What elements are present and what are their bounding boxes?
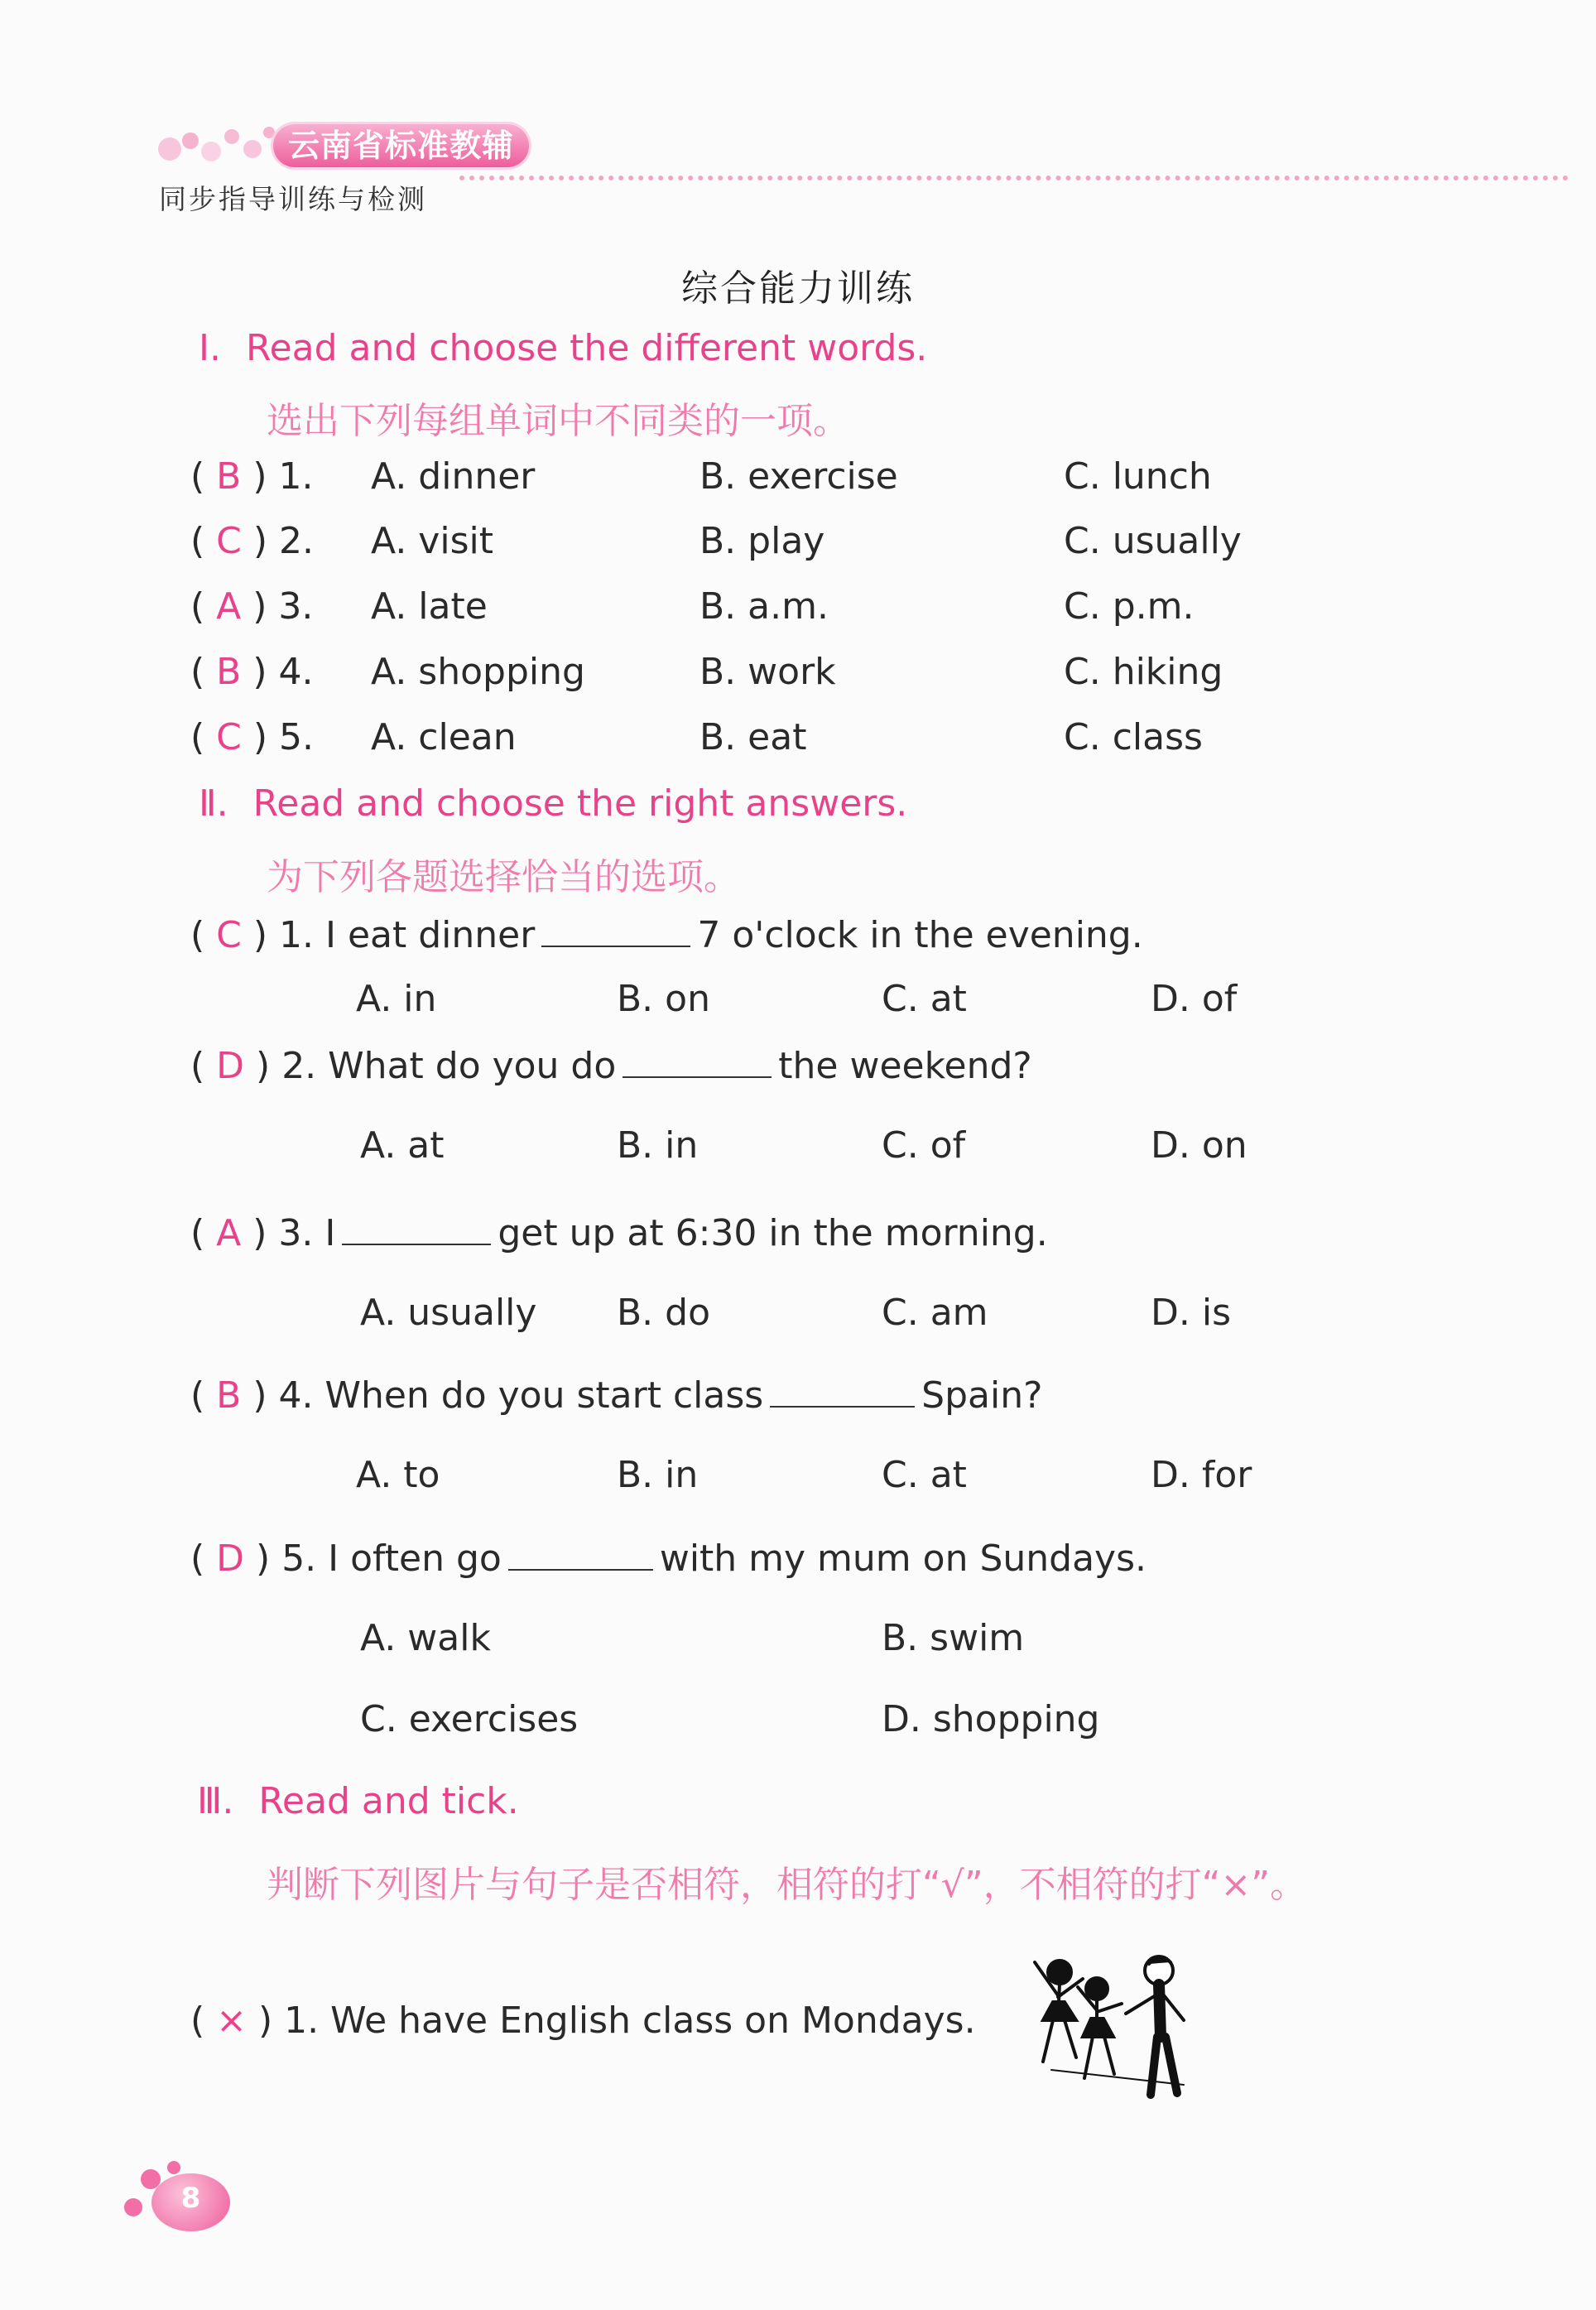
option-c: C. am [882,1292,988,1334]
section-3-instruction: 判断下列图片与句子是否相符，相符的打“√”，不相符的打“×”。 [267,1864,1307,1906]
item-number: 3. [278,1212,314,1254]
answer-letter: B [216,455,242,498]
list-item: ( A ) 3. [190,585,314,628]
option-d: D. shopping [882,1698,1100,1740]
option-a: A. to [356,1454,440,1496]
section-numeral: Ⅰ. [199,327,221,369]
decor-dot [167,2161,180,2174]
dance-class-illustration [1018,1937,1217,2103]
list-item: ( C ) 5. [190,716,315,758]
answer-letter: A [216,585,242,628]
answer-letter: D [216,1045,245,1087]
question-row: ( B ) 4. When do you start class Spain? [190,1374,1043,1417]
question-text-before: I often go [328,1538,502,1580]
question-text: We have English class on Mondays. [330,2000,976,2042]
section-1-heading [199,327,927,369]
question-text-before: When do you start class [324,1374,764,1417]
option-c: C. at [882,1454,967,1496]
item-number: 4. [278,651,314,693]
option-c: C. exercises [360,1698,579,1740]
option-d: D. on [1151,1124,1247,1167]
answer-letter: A [216,1212,242,1254]
book-subtitle: 同步指导训练与检测 [159,183,427,215]
header-dotted-divider [459,176,1569,180]
question-row: ( D ) 2. What do you do the weekend? [190,1045,1032,1087]
option-b: B. in [617,1454,699,1496]
option-b: B. eat [699,716,807,758]
option-a: A. in [356,978,437,1020]
question-text-after: 7 o'clock in the evening. [697,914,1143,956]
option-c: C. of [882,1124,966,1167]
question-text-after: Spain? [921,1374,1043,1417]
list-item: ( C ) 2. [190,520,315,562]
option-c: C. lunch [1064,455,1212,498]
question-text-after: with my mum on Sundays. [659,1538,1147,1580]
section-heading-text: Read and tick. [258,1780,519,1822]
question-text-after: get up at 6:30 in the morning. [498,1212,1048,1254]
option-b: B. exercise [699,455,898,498]
question-row: ( C ) 1. I eat dinner 7 o'clock in the evening. [190,914,1143,956]
option-b: B. play [699,520,825,562]
tick-question-row: ( × ) 1. We have English class on Mondays. [190,2000,976,2042]
brand-badge: 云南省标准教辅 [273,124,529,167]
option-a: A. walk [360,1617,491,1659]
item-number: 5. [279,716,315,758]
answer-blank [623,1043,772,1078]
section-3-heading [197,1780,519,1822]
question-text-before: I eat dinner [325,914,536,956]
option-a: A. clean [371,716,517,758]
answer-letter: C [216,520,242,562]
answer-blank [342,1210,491,1245]
list-item: ( B ) 1. [190,455,314,498]
answer-letter: B [216,651,242,693]
decor-dot [124,2198,142,2216]
section-1-instruction: 选出下列每组单词中不同类的一项。 [267,400,849,442]
item-number: 1. [279,914,315,956]
option-c: C. at [882,978,967,1020]
option-d: D. is [1151,1292,1232,1334]
item-number: 1. [278,455,314,498]
option-c: C. p.m. [1064,585,1195,628]
flower-decoration-icon [145,103,286,170]
option-c: C. class [1064,716,1203,758]
page-title: 综合能力训练 [681,267,915,310]
item-number: 2. [281,1045,317,1087]
answer-blank [508,1536,653,1571]
question-text-after: the weekend? [778,1045,1032,1087]
answer-blank [770,1373,915,1408]
item-number: 2. [279,520,315,562]
item-number: 5. [281,1538,317,1580]
option-b: B. on [617,978,710,1020]
answer-letter: D [216,1538,245,1580]
option-b: B. swim [882,1617,1025,1659]
answer-mark: × [216,2000,248,2042]
section-numeral: Ⅲ. [197,1780,234,1822]
option-a: A. dinner [371,455,536,498]
question-row: ( A ) 3. I get up at 6:30 in the morning. [190,1212,1048,1254]
item-number: 1. [284,2000,320,2042]
option-c: C. hiking [1064,651,1223,693]
option-b: B. a.m. [699,585,829,628]
item-number: 3. [278,585,314,628]
section-2-heading [199,782,907,825]
answer-letter: C [216,716,242,758]
answer-blank [541,912,690,947]
section-numeral: Ⅱ. [199,782,228,825]
option-a: A. late [371,585,488,628]
list-item: ( B ) 4. [190,651,314,693]
answer-letter: C [216,914,242,956]
page-number: 8 [180,2182,201,2215]
option-a: A. visit [371,520,493,562]
option-d: D. for [1151,1454,1252,1496]
question-text-before: I [324,1212,336,1254]
option-a: A. shopping [371,651,585,693]
question-text-before: What do you do [328,1045,617,1087]
option-b: B. in [617,1124,699,1167]
item-number: 4. [278,1374,314,1417]
option-c: C. usually [1064,520,1242,562]
option-a: A. usually [360,1292,537,1334]
question-row: ( D ) 5. I often go with my mum on Sundays. [190,1538,1147,1580]
option-d: D. of [1151,978,1238,1020]
option-a: A. at [360,1124,445,1167]
section-heading-text: Read and choose the right answers. [252,782,908,825]
option-b: B. work [699,651,836,693]
section-heading-text: Read and choose the different words. [245,327,928,369]
answer-letter: B [216,1374,242,1417]
option-b: B. do [617,1292,711,1334]
section-2-instruction: 为下列各题选择恰当的选项。 [267,856,740,898]
